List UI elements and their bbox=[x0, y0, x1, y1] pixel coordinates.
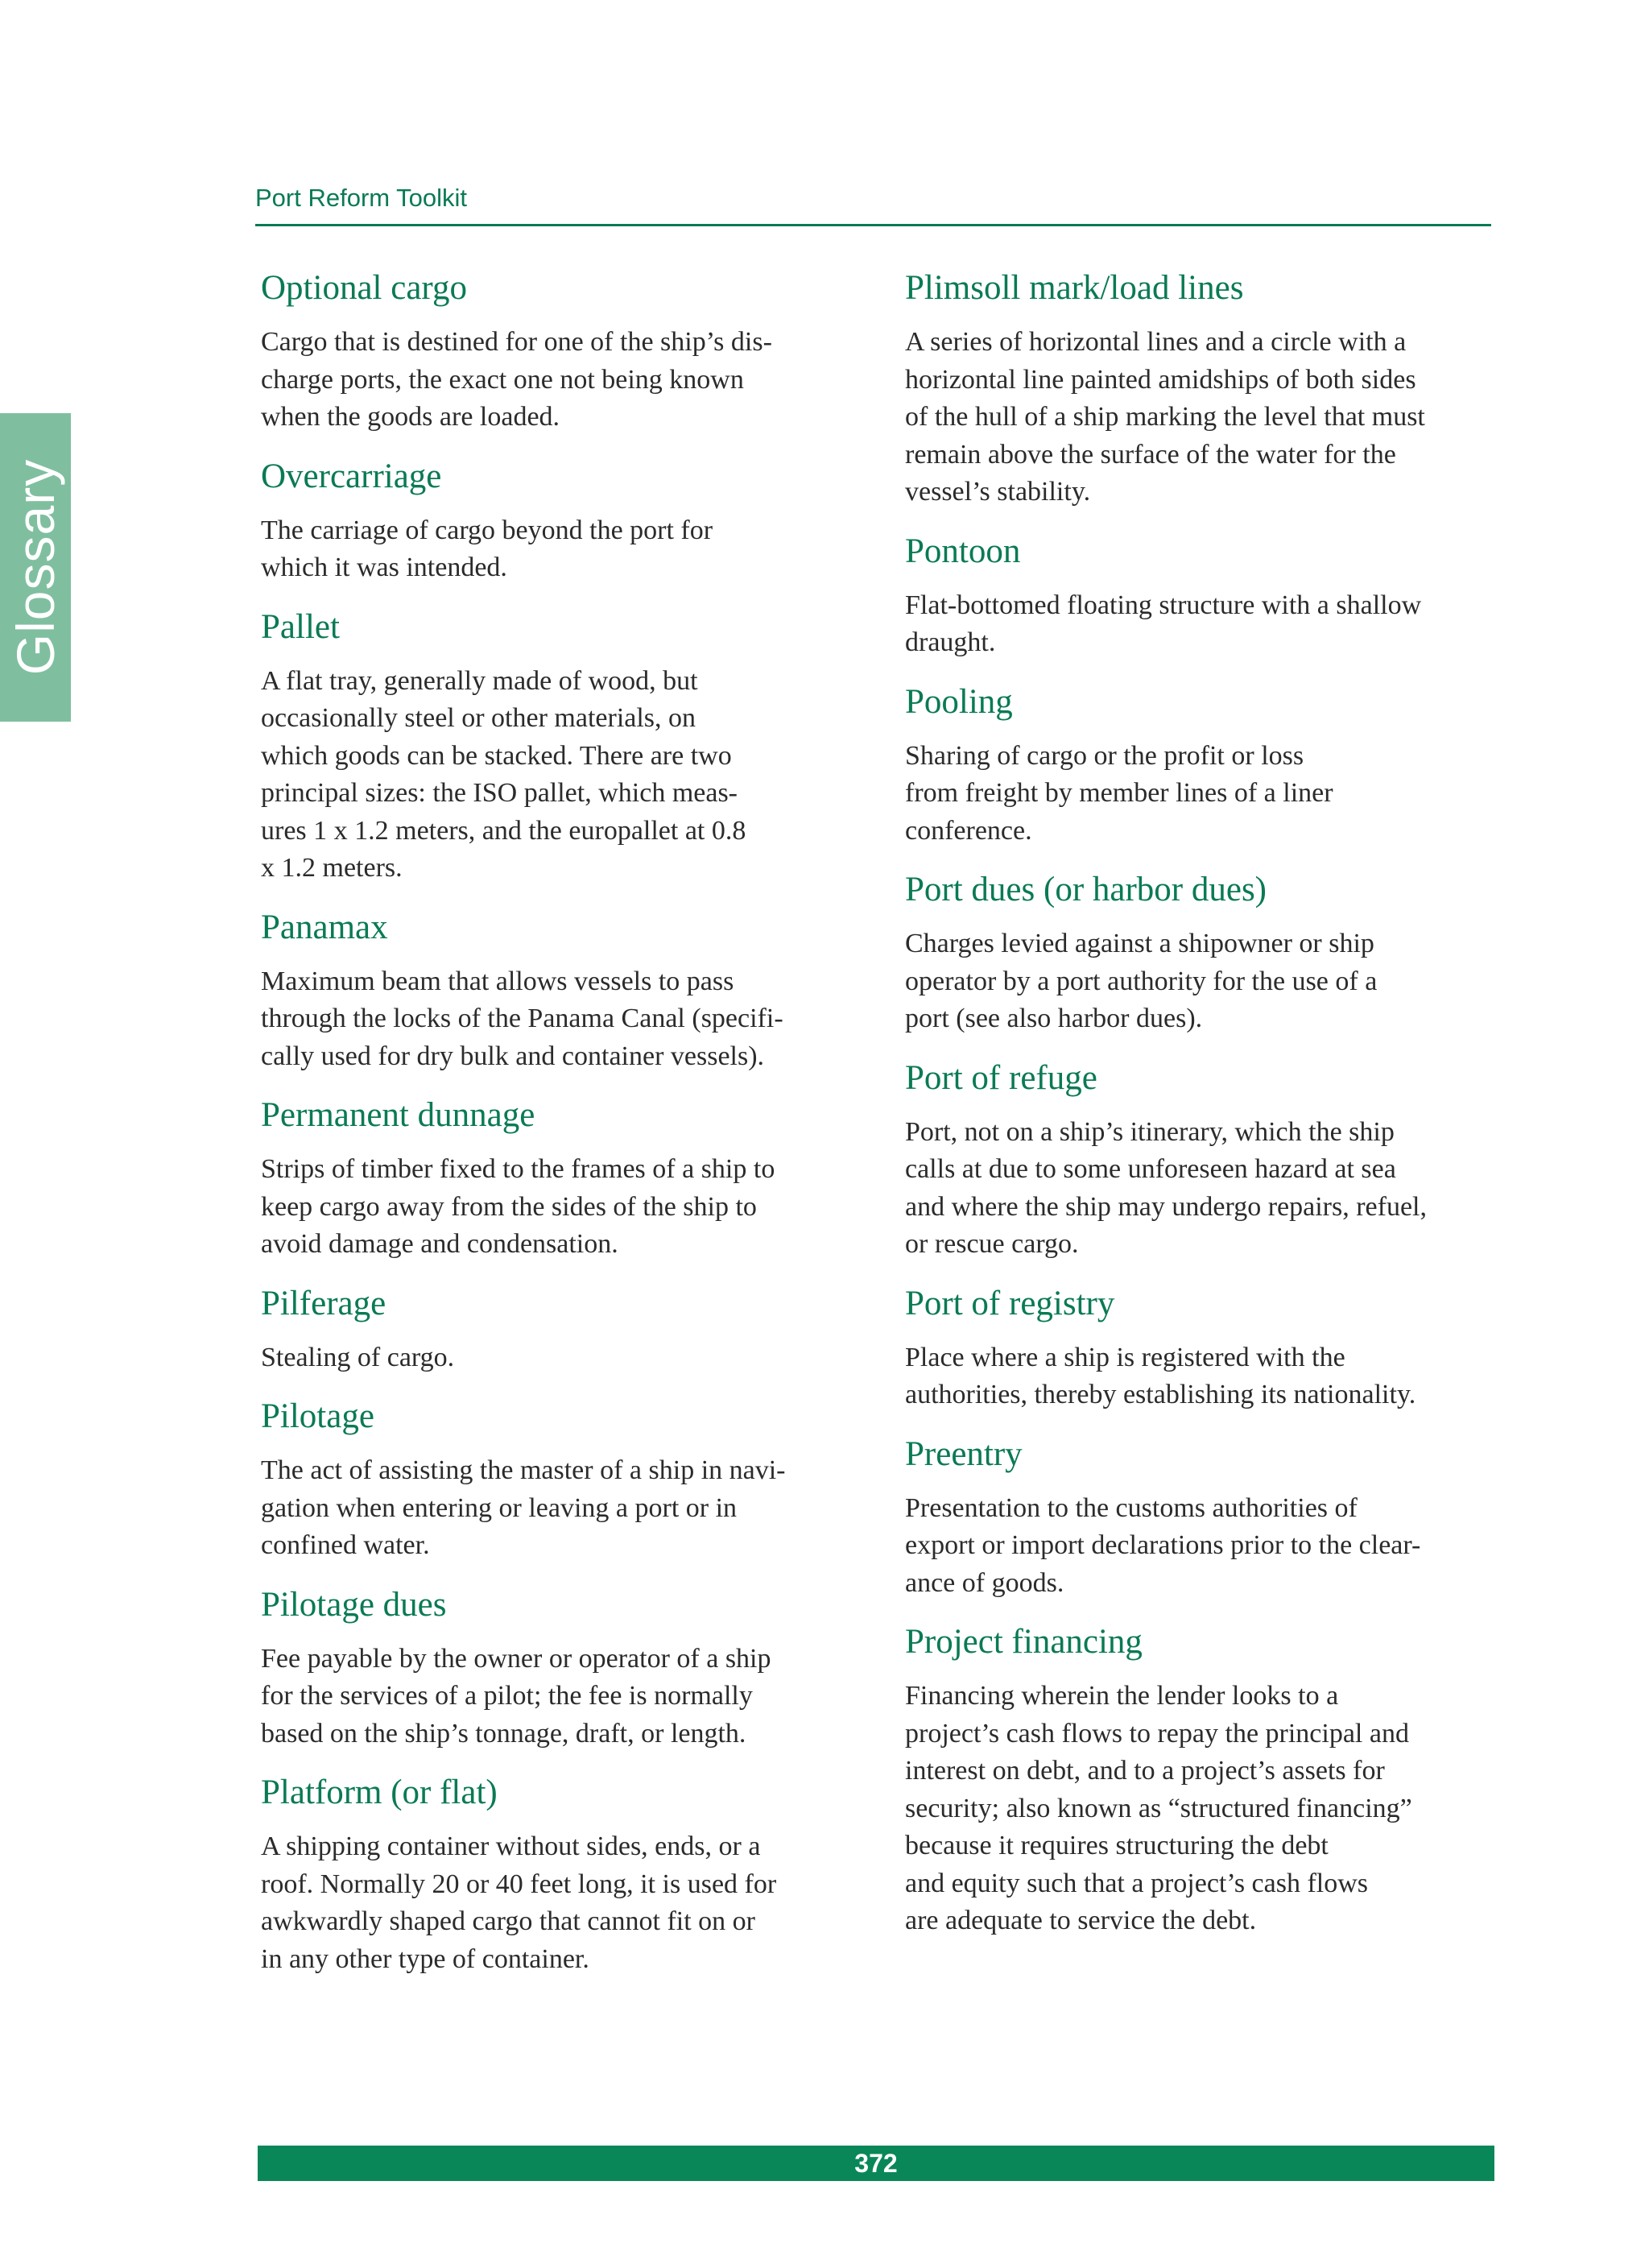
glossary-section-tab bbox=[0, 413, 71, 722]
glossary-definition: A series of horizontal lines and a circle with a horizontal line painted amidships of both sides of the hull of a ship marking the level that must remain above the surface of the water for the vessel’s stability. bbox=[905, 327, 1425, 507]
glossary-term: Port of registry bbox=[905, 1284, 1115, 1322]
glossary-definition: The act of assisting the master of a ship in navi- gation when entering or leaving a port or in confined water. bbox=[261, 1455, 786, 1560]
glossary-definition: Strips of timber fixed to the frames of a ship to keep cargo away from the sides of the ship to avoid damage and condensation. bbox=[261, 1154, 775, 1259]
running-header: Port Reform Toolkit bbox=[255, 184, 468, 212]
glossary-definition: Flat-bottomed floating structure with a shallow draught. bbox=[905, 590, 1422, 657]
glossary-term: Plimsoll mark/load lines bbox=[905, 269, 1244, 307]
glossary-entry bbox=[905, 1621, 1493, 1940]
glossary-definition: Presentation to the customs authorities of export or import declarations prior to the clear- ance of goods. bbox=[905, 1492, 1421, 1598]
page-number: 372 bbox=[854, 2149, 898, 2178]
glossary-term: Optional cargo bbox=[261, 269, 467, 307]
glossary-entry bbox=[905, 1283, 1493, 1414]
right-column bbox=[905, 267, 1493, 1960]
glossary-definition: Sharing of cargo or the profit or loss from freight by member lines of a liner conference. bbox=[905, 740, 1333, 846]
glossary-entry bbox=[261, 1772, 849, 1978]
glossary-entry bbox=[905, 531, 1493, 662]
glossary-entry bbox=[905, 869, 1493, 1038]
glossary-definition: Stealing of cargo. bbox=[261, 1342, 455, 1372]
glossary-term: Port dues (or harbor dues) bbox=[905, 871, 1267, 908]
footer-bar bbox=[258, 2146, 1494, 2181]
glossary-definition: Charges levied against a shipowner or ship operator by a port authority for the use of a port (see also harbor dues). bbox=[905, 929, 1378, 1033]
glossary-term: Pallet bbox=[261, 607, 340, 646]
glossary-entry bbox=[905, 681, 1493, 850]
glossary-entry bbox=[261, 1283, 849, 1377]
glossary-term: Platform (or flat) bbox=[261, 1773, 498, 1811]
glossary-entry bbox=[261, 1396, 849, 1565]
glossary-definition: Port, not on a ship’s itinerary, which the ship calls at due to some unforeseen hazard at sea and where the ship may undergo repairs, refuel, or rescue cargo. bbox=[905, 1116, 1427, 1259]
glossary-definition: Fee payable by the owner or operator of a ship for the services of a pilot; the fee is normally based on the ship’s tonnage, draft, or length. bbox=[261, 1643, 771, 1749]
glossary-definition: Cargo that is destined for one of the ship’s dis- charge ports, the exact one not being known when the goods are loaded. bbox=[261, 327, 772, 432]
glossary-term: Pontoon bbox=[905, 532, 1021, 570]
header-divider bbox=[255, 224, 1491, 226]
glossary-term: Permanent dunnage bbox=[261, 1096, 535, 1134]
glossary-term: Overcarriage bbox=[261, 457, 442, 495]
glossary-entry bbox=[905, 1057, 1493, 1264]
glossary-term: Preentry bbox=[905, 1434, 1023, 1473]
glossary-term: Project financing bbox=[905, 1623, 1143, 1661]
glossary-definition: Financing wherein the lender looks to a project’s cash flows to repay the principal and interest on debt, and to a project’s assets for security; also known as “structured financing” because it requires structuring the debt and equity such that a project’s cash flows are adequate to service the debt. bbox=[905, 1681, 1412, 1935]
glossary-term: Port of refuge bbox=[905, 1058, 1097, 1097]
glossary-entry bbox=[261, 606, 849, 888]
glossary-entry bbox=[261, 456, 849, 587]
glossary-entry bbox=[261, 907, 849, 1076]
glossary-definition: A shipping container without sides, ends, or a roof. Normally 20 or 40 feet long, it is used for awkwardly shaped cargo that cannot fit on or in any other type of container. bbox=[261, 1831, 777, 1974]
section-tab-label: Glossary bbox=[6, 458, 65, 676]
glossary-term: Pilferage bbox=[261, 1284, 386, 1322]
glossary-entry bbox=[905, 1434, 1493, 1603]
glossary-entry bbox=[261, 1095, 849, 1264]
glossary-entry bbox=[905, 267, 1493, 511]
glossary-definition: Place where a ship is registered with the authorities, thereby establishing its nationality. bbox=[905, 1342, 1416, 1409]
glossary-term: Panamax bbox=[261, 908, 388, 946]
glossary-definition: A flat tray, generally made of wood, but occasionally steel or other materials, on which goods can be stacked. There are two principal sizes: the ISO pallet, which meas- ures 1 x 1.2 meters, and the europallet at 0.8 x 1.2 meters. bbox=[261, 665, 746, 883]
glossary-term: Pilotage dues bbox=[261, 1585, 447, 1624]
glossary-entry bbox=[261, 1584, 849, 1753]
glossary-entry bbox=[261, 267, 849, 437]
glossary-definition: The carriage of cargo beyond the port for which it was intended. bbox=[261, 515, 713, 582]
glossary-term: Pilotage bbox=[261, 1397, 374, 1435]
left-column bbox=[261, 267, 849, 1997]
glossary-definition: Maximum beam that allows vessels to pass through the locks of the Panama Canal (specifi- cally used for dry bulk and container vessels). bbox=[261, 966, 783, 1071]
glossary-term: Pooling bbox=[905, 682, 1013, 721]
